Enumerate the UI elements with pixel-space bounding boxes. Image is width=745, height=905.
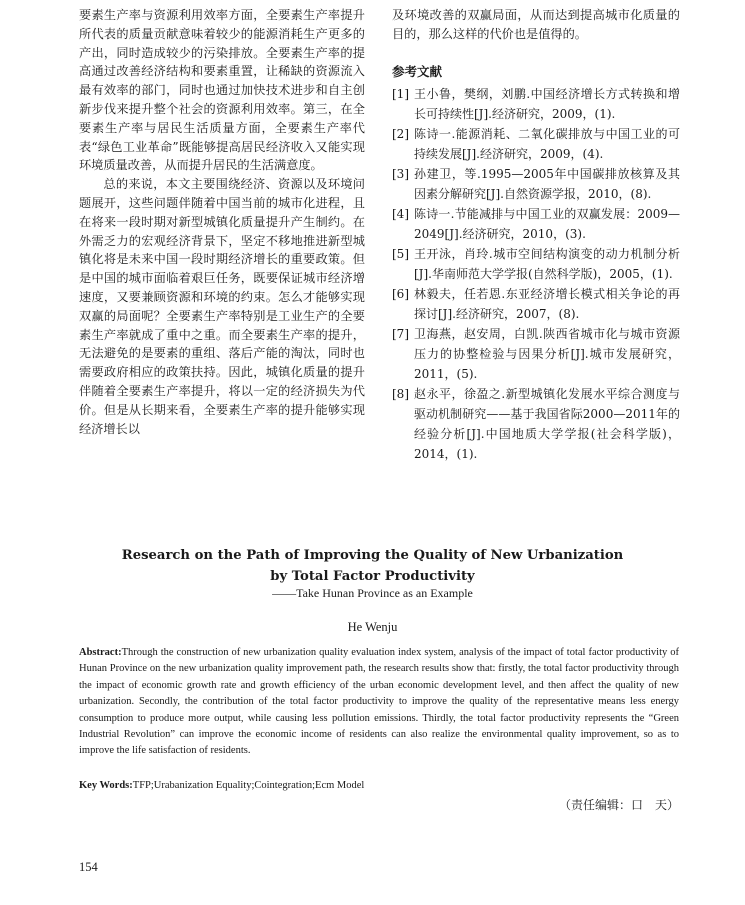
reference-number: [3] (392, 167, 409, 182)
reference-number: [8] (392, 387, 409, 402)
references-heading: 参考文献 (392, 63, 443, 79)
keywords-text: TFP;Urabanization Equality;Cointegration;Ecm Model (132, 780, 365, 791)
english-title-line: by Total Factor Productivity (270, 569, 475, 584)
reference-text: 王小鲁，樊纲，刘鹏.中国经济增长方式转换和增长可持续性[J].经济研究，2009，(1). (414, 87, 680, 122)
reference-text: 卫海燕，赵安周，白凯.陕西省城市化与城市资源压力的协整检验与因果分析[J].城市发展研究，2011，(5). (414, 327, 680, 382)
abstract (79, 645, 679, 760)
reference-item (392, 84, 680, 124)
reference-text: 陈诗一.能源消耗、二氧化碳排放与中国工业的可持续发展[J].经济研究，2009，(4). (414, 127, 680, 162)
reference-list (392, 84, 680, 464)
reference-text: 赵永平，徐盈之.新型城镇化发展水平综合测度与驱动机制研究——基于我国省际2000—2011年的经验分析[J].中国地质大学学报(社会科学版)，2014，(1). (414, 387, 680, 462)
reference-number: [2] (392, 127, 409, 142)
reference-item (392, 284, 680, 324)
reference-text: 王开泳，肖玲.城市空间结构演变的动力机制分析[J].华南师范大学学报(自然科学版)，2005，(1). (414, 247, 680, 282)
page-number: 154 (79, 860, 98, 874)
reference-item (392, 324, 680, 384)
english-subtitle: ——Take Hunan Province as an Example (272, 586, 473, 600)
english-title (0, 545, 745, 587)
reference-item (392, 244, 680, 284)
reference-number: [5] (392, 247, 409, 262)
body-paragraph: 总的来说，本文主要围绕经济、资源以及环境问题展开，这些问题伴随着中国当前的城市化进程，且在将来一段时期对新型城镇化质量提升产生制约。在外需乏力的宏观经济背景下，坚定不移地推进新型城镇化将是未来中国一段时期经济增长的重要政策。但是中国的城市面临着艰巨任务，既要保证城市经济增速度，又要兼顾资源和环境的约束。怎么才能够实现双赢的局面呢？全要素生产率特别是工业生产的全要素生产率就成了重中之重。而全要素生产率的提升，无法避免的是要素的重组、落后产能的淘汰，同时也需要政府相应的政策扶持。因此，城镇化质量的提升伴随着全要素生产率提升，将以一定的经济损失为代价。但是从长期来看，全要素生产率的提升能够实现经济增长以 (79, 177, 365, 436)
reference-number: [6] (392, 287, 409, 302)
left-column (79, 6, 365, 438)
reference-item (392, 384, 680, 464)
reference-number: [1] (392, 87, 409, 102)
abstract-label: Abstract: (79, 647, 122, 658)
keywords-label: Key Words: (79, 780, 133, 791)
reference-text: 林毅夫，任若恩.东亚经济增长模式相关争论的再探讨[J].经济研究，2007，(8). (414, 287, 680, 322)
keywords (79, 780, 679, 791)
abstract-text: Through the construction of new urbanization quality evaluation index system, analysis of the impact of total factor productivity of Hunan Province on the new urbanization quality improvement path, the research results show that: firstly, the total factor productivity through the impact of economic growth rate and growth efficiency of the urban economic development level, and then affect the quality of new urbanization. Secondly, the contribution of the total factor productivity to improve the quality of the representative means less energy consumption to produce more output, while causing less pollution emissions. Thirdly, the total factor productivity represents the “Green Industrial Revolution” can improve the economic income of residents can also realize the environmental quality improvement, so as to improve the life satisfaction of residents. (79, 647, 679, 757)
reference-text: 孙建卫，等.1995—2005年中国碳排放核算及其因素分解研究[J].自然资源学报，2010，(8). (414, 167, 680, 202)
reference-number: [4] (392, 207, 409, 222)
body-paragraph: 要素生产率与资源利用效率方面，全要素生产率提升所代表的质量贡献意味着较少的能源消耗生产更多的产出，同时造成较少的污染排放。全要素生产率的提高通过改善经济结构和要素重置，让稀缺的资源流入最有效率的部门，同时也通过加快技术进步和自主创新步伐来提升整个社会的资源利用效率。第三，在全要素生产率与居民生活质量方面，全要素生产率代表“绿色工业革命”既能够提高居民经济收入又能实现环境质量改善，从而提升居民的生活满意度。 (79, 8, 365, 173)
author-name: He Wenju (347, 620, 398, 634)
reference-number: [7] (392, 327, 409, 342)
reference-item (392, 204, 680, 244)
continuation-paragraph: 及环境改善的双赢局面，从而达到提高城市化质量的目的，那么这样的代价也是值得的。 (392, 8, 680, 41)
reference-item (392, 124, 680, 164)
reference-text: 陈诗一.节能减排与中国工业的双赢发展：2009—2049[J].经济研究，2010，(3). (414, 207, 680, 242)
editor-note: （责任编辑：口 天） (558, 798, 679, 812)
right-column (392, 6, 680, 464)
reference-item (392, 164, 680, 204)
english-title-line: Research on the Path of Improving the Quality of New Urbanization (121, 548, 624, 563)
